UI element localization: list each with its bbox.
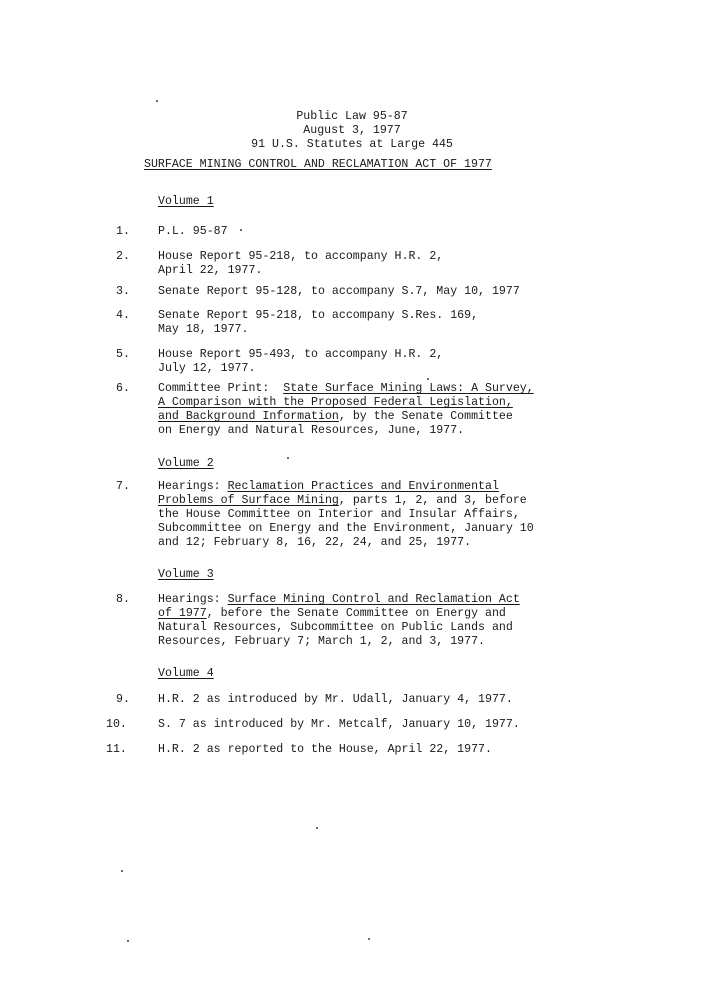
item-line: Natural Resources, Subcommittee on Public Lands and [158, 621, 513, 634]
act-title: SURFACE MINING CONTROL AND RECLAMATION ACT OF 1977 [144, 158, 492, 171]
item-line: Hearings: Reclamation Practices and Environmental [158, 480, 499, 493]
item-line: Hearings: Surface Mining Control and Reclamation Act [158, 593, 520, 606]
item-line: S. 7 as introduced by Mr. Metcalf, January 10, 1977. [158, 718, 520, 731]
item-number: 10. [106, 718, 127, 731]
item-line: House Report 95-218, to accompany H.R. 2, [158, 250, 444, 263]
item-title-underlined: and Background Information [158, 410, 339, 423]
item-number: 9. [116, 693, 130, 706]
volume-3-label: Volume 3 [158, 568, 214, 581]
item-title-underlined: Reclamation Practices and Environmental [227, 480, 499, 493]
header-statutes: 91 U.S. Statutes at Large 445 [251, 138, 453, 151]
item-line: Problems of Surface Mining, parts 1, 2, and 3, before [158, 494, 527, 507]
item-title-underlined: of 1977 [158, 607, 207, 620]
item-line: April 22, 1977. [158, 264, 263, 277]
volume-1-label: Volume 1 [158, 195, 214, 208]
item-line: and Background Information, by the Senate Committee [158, 410, 513, 423]
scan-speck [121, 870, 123, 872]
header-public-law: Public Law 95-87 [296, 110, 408, 123]
item-line: House Report 95-493, to accompany H.R. 2, [158, 348, 444, 361]
item-title-underlined: Surface Mining Control and Reclamation Act [227, 593, 520, 606]
scan-speck [368, 938, 370, 940]
item-line: H.R. 2 as introduced by Mr. Udall, January 4, 1977. [158, 693, 513, 706]
item-line: Committee Print: State Surface Mining Laws: A Survey, [158, 382, 534, 395]
item-number: 4. [116, 309, 130, 322]
item-line: the House Committee on Interior and Insular Affairs, [158, 508, 520, 521]
item-number: 1. [116, 225, 130, 238]
volume-2-label: Volume 2 [158, 457, 214, 470]
item-line: Senate Report 95-128, to accompany S.7, May 10, 1977 [158, 285, 520, 298]
scan-speck [316, 827, 318, 829]
item-number: 6. [116, 382, 130, 395]
scan-speck [287, 457, 289, 459]
scan-speck [240, 229, 242, 231]
item-line: July 12, 1977. [158, 362, 256, 375]
item-number: 7. [116, 480, 130, 493]
item-line: Subcommittee on Energy and the Environment, January 10 [158, 522, 534, 535]
item-line: on Energy and Natural Resources, June, 1977. [158, 424, 465, 437]
item-line: P.L. 95-87 [158, 225, 228, 238]
item-number: 8. [116, 593, 130, 606]
item-line: A Comparison with the Proposed Federal Legislation, [158, 396, 513, 409]
header-date: August 3, 1977 [303, 124, 401, 137]
item-line: of 1977, before the Senate Committee on Energy and [158, 607, 506, 620]
item-line: Resources, February 7; March 1, 2, and 3, 1977. [158, 635, 485, 648]
item-number: 2. [116, 250, 130, 263]
volume-4-label: Volume 4 [158, 667, 214, 680]
item-title-underlined: Problems of Surface Mining [158, 494, 339, 507]
scan-speck [127, 940, 129, 942]
item-line: H.R. 2 as reported to the House, April 22, 1977. [158, 743, 492, 756]
scan-speck [156, 100, 158, 102]
item-number: 11. [106, 743, 127, 756]
item-line: May 18, 1977. [158, 323, 249, 336]
item-number: 3. [116, 285, 130, 298]
item-title-underlined: State Surface Mining Laws: A Survey, [283, 382, 534, 395]
item-line: and 12; February 8, 16, 22, 24, and 25, 1977. [158, 536, 472, 549]
item-number: 5. [116, 348, 130, 361]
scan-speck [427, 378, 429, 380]
item-line: Senate Report 95-218, to accompany S.Res. 169, [158, 309, 479, 322]
